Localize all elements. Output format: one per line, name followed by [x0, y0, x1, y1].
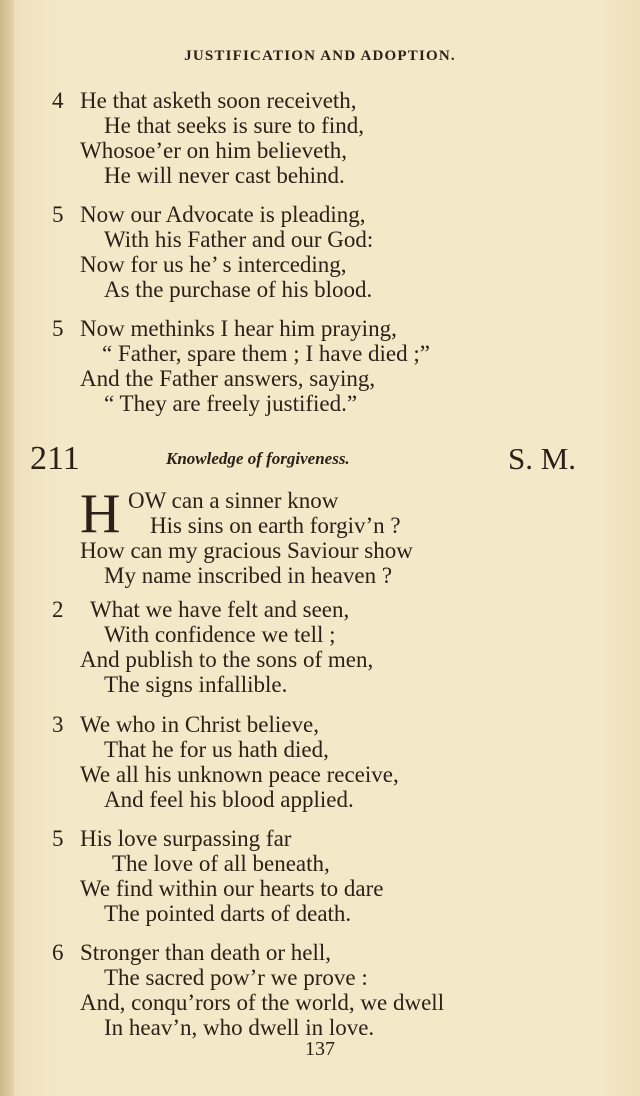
verse-line: “ Father, spare them ; I have died ;”: [102, 341, 430, 366]
verse-line: The sacred pow’r we prove :: [104, 965, 368, 990]
stanza-number: 3: [52, 712, 64, 737]
running-head: JUSTIFICATION AND ADOPTION.: [184, 48, 456, 64]
verse-line: The love of all beneath,: [112, 851, 330, 876]
stanza-number: 5: [52, 316, 64, 341]
verse-line: With confidence we tell ;: [104, 622, 336, 647]
verse-line: He that asketh soon receiveth,: [80, 88, 357, 113]
verse-line: And, conqu’rors of the world, we dwell: [80, 990, 445, 1015]
stanza-number: 5: [52, 202, 64, 227]
verse-line: His love surpassing far: [80, 826, 292, 851]
verse-line: The pointed darts of death.: [104, 901, 352, 926]
hymn-meter: S. M.: [508, 441, 577, 476]
stanza-number: 5: [52, 826, 64, 851]
verse-line: Now our Advocate is pleading,: [80, 202, 366, 227]
verse-line: Now methinks I hear him praying,: [80, 316, 397, 341]
verse-line: Now for us he’ s interceding,: [80, 252, 347, 277]
verse-line: How can my gracious Saviour show: [80, 538, 413, 563]
verse-line: As the purchase of his blood.: [104, 277, 373, 302]
page-number: 137: [305, 1038, 335, 1060]
verse-line: Stronger than death or hell,: [80, 940, 332, 965]
verse-line: We all his unknown peace receive,: [80, 762, 399, 787]
verse-line: In heav’n, who dwell in love.: [104, 1015, 375, 1040]
verse-line: OW can a sinner know: [128, 488, 339, 513]
verse-line: He that seeks is sure to find,: [104, 113, 364, 138]
stanza-number: 2: [52, 597, 64, 622]
stanza-number: 4: [52, 88, 64, 113]
verse-line: With his Father and our God:: [104, 227, 374, 252]
page-gutter-edge: [0, 0, 14, 1096]
verse-line: My name inscribed in heaven ?: [104, 563, 393, 588]
verse-line: Whosoe’er on him believeth,: [80, 138, 347, 163]
verse-line: And feel his blood applied.: [104, 787, 354, 812]
verse-line: He will never cast behind.: [104, 163, 345, 188]
hymn-title: Knowledge of forgiveness.: [166, 449, 350, 468]
verse-line: We find within our hearts to dare: [80, 876, 384, 901]
verse-line: The signs infallible.: [104, 672, 288, 697]
verse-line: And the Father answers, saying,: [80, 366, 376, 391]
verse-line: His sins on earth forgiv’n ?: [150, 513, 401, 538]
verse-line: We who in Christ believe,: [80, 712, 319, 737]
verse-line: And publish to the sons of men,: [80, 647, 374, 672]
verse-line: “ They are freely justified.”: [104, 391, 358, 416]
verse-line: That he for us hath died,: [104, 737, 329, 762]
stanza-number: 6: [52, 940, 64, 965]
hymn-number: 211: [30, 440, 80, 477]
drop-cap: H: [80, 483, 121, 545]
verse-line: What we have felt and seen,: [90, 597, 350, 622]
